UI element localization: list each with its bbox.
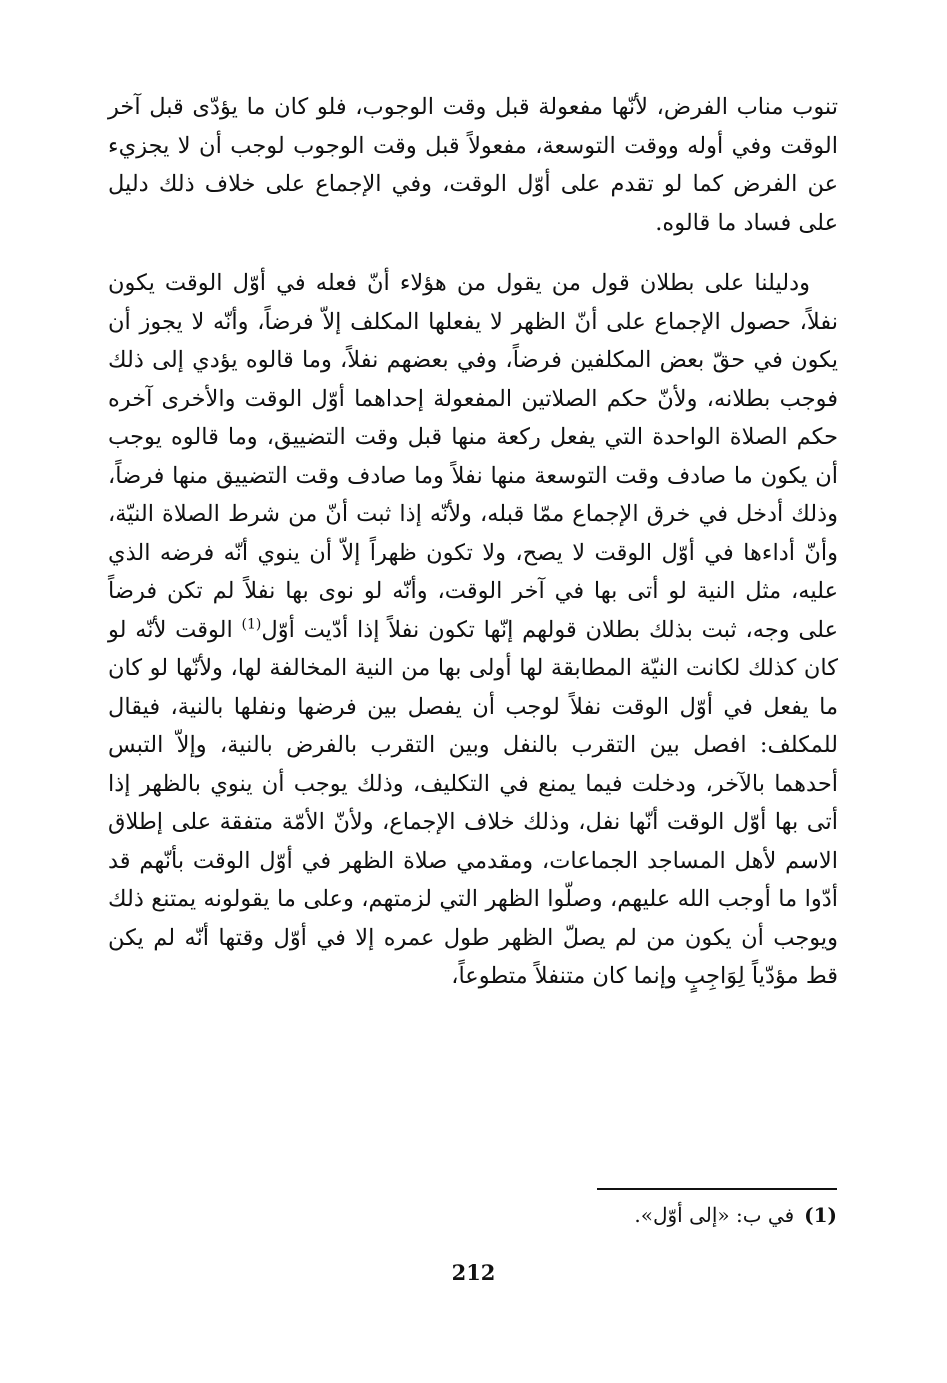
paragraph-1: تنوب مناب الفرض، لأنّها مفعولة قبل وقت الوجوب، فلو كان ما يؤدّى قبل آخر الوقت وفي أوله ووقت التوسعة، مفعولاً قبل وقت الوجوب لوجب أن لا يجزيء عن الفرض كما لو تقدم على أوّل الوقت، وفي الإجماع على خلاف ذلك دليل على فساد ما قالوه. — [108, 94, 838, 236]
page-body — [108, 88, 838, 996]
footnote-number: (1) — [804, 1203, 837, 1227]
footnote-divider — [597, 1188, 837, 1190]
footnote-text: في ب: «إلى أوّل». — [634, 1203, 795, 1227]
footnote-marker: (1) — [241, 616, 262, 632]
footnote — [107, 1200, 837, 1230]
paragraph-2 — [108, 264, 838, 996]
paragraph-2-text-before-marker: ودليلنا على بطلان قول من يقول من هؤلاء أنّ فعله في أوّل الوقت يكون نفلاً، حصول الإجماع على أنّ الظهر لا يفعلها المكلف إلاّ فرضاً، وأنّه لا يجوز أن يكون في حقّ بعض المكلفين فرضاً، وفي بعضهم نفلاً، وما قالوه يؤدي إلى ذلك فوجب بطلانه، ولأنّ حكم الصلاتين المفعولة إحداهما أوّل الوقت والأخرى آخره حكم الصلاة الواحدة التي يفعل ركعة منها قبل وقت التضييق، وما قالوه يوجب أن يكون ما صادف وقت التوسعة منها نفلاً وما صادف وقت التضييق منها فرضاً، وذلك أدخل في خرق الإجماع ممّا قبله، ولأنّه إذا ثبت أنّ من شرط الصلاة النيّة، وأنّ أداءها في أوّل الوقت لا يصح، ولا تكون ظهراً إلاّ أن ينوي أنّه فرضه الذي عليه، مثل النية لو أتى بها في آخر الوقت، وأنّه لو نوى بها نفلاً لم تكن فرضاً على وجه، ثبت بذلك بطلان قولهم إنّها تكون نفلاً إذا أدّيت أوّل — [108, 270, 838, 643]
page-number: 212 — [451, 1260, 496, 1285]
paragraph-2-text-after-marker: الوقت لأنّه لو كان كذلك لكانت النيّة المطابقة لها أولى بها من النية المخالفة لها، ولأنّها لو كان ما يفعل في أوّل الوقت نفلاً لوجب أن يفصل بين فرضها ونفلها بالنية، فيقال للمكلف: افصل بين التقرب بالنفل وبين التقرب بالفرض بالنية، وإلاّ التبس أحدهما بالآخر، ودخلت فيما يمنع في التكليف، وذلك يوجب أن ينوي بالظهر إذا أتى بها أوّل الوقت أنّها نفل، وذلك خلاف الإجماع، ولأنّ الأمّة متفقة على إطلاق الاسم لأهل المساجد الجماعات، ومقدمي صلاة الظهر في أوّل الوقت بأنّهم قد أدّوا ما أوجب الله عليهم، وصلّوا الظهر التي لزمتهم، وعلى ما يقولونه يمتنع ذلك ويوجب أن يكون من لم يصلّ الظهر طول عمره إلا في أوّل وقتها أنّه لم يكن قط مؤدّياً لِوَاجِبٍ وإنما كان متنفلاً متطوعاً، — [108, 616, 838, 989]
